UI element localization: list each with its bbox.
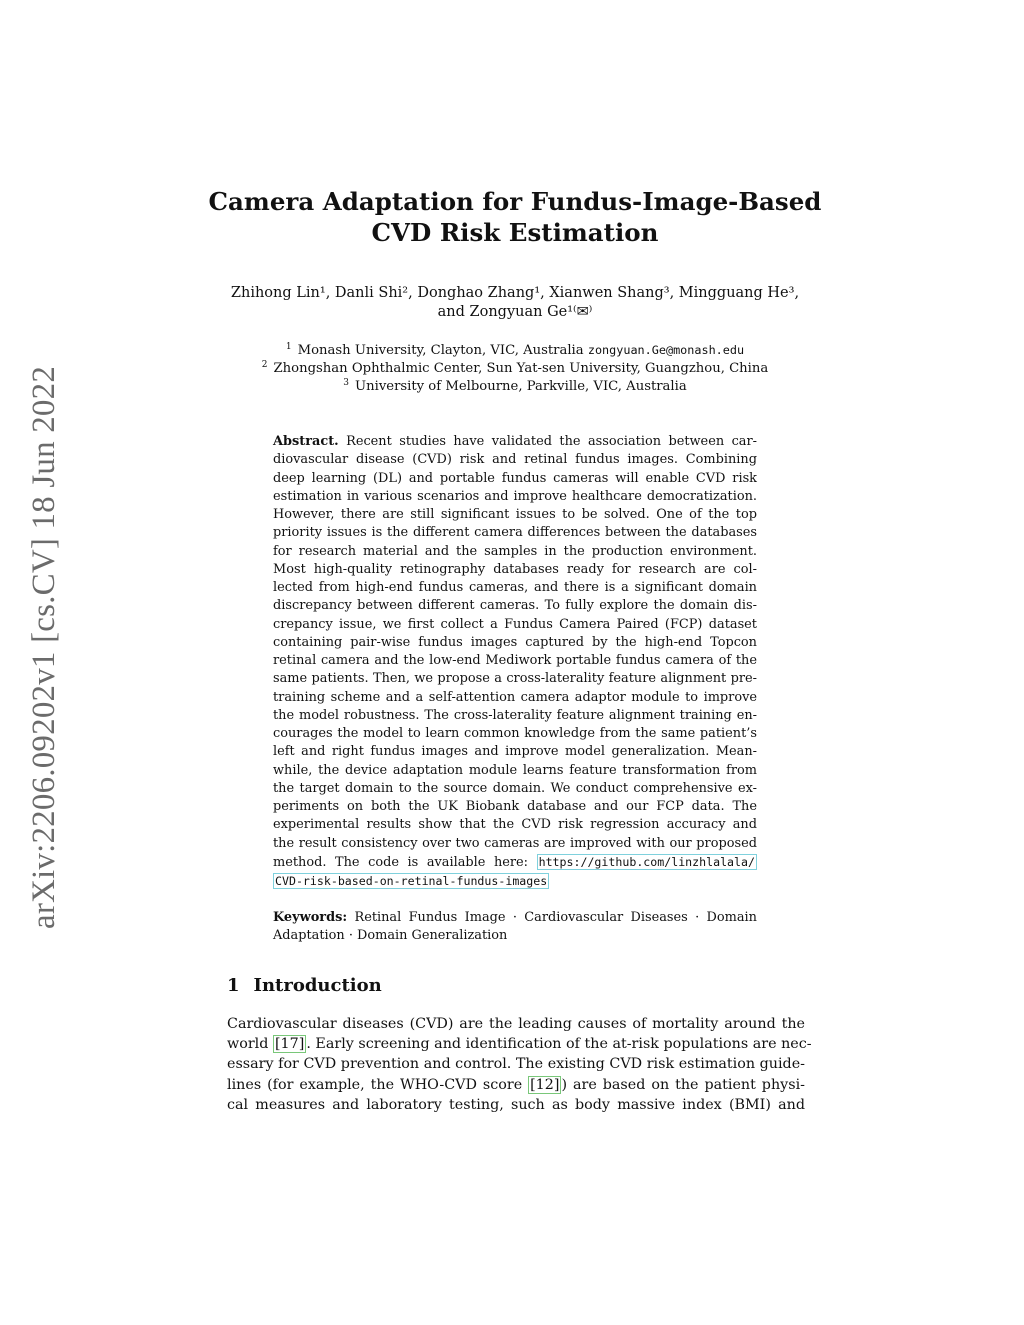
abstract-line: estimation in various scenarios and improve healthcare democratization. (273, 488, 757, 504)
author-line-2: and Zongyuan Ge¹⁽✉⁾ (437, 304, 593, 320)
abstract-line: diovascular disease (CVD) risk and retinal fundus images. Combining (273, 452, 757, 468)
abstract-line: courages the model to learn common knowledge from the same patient’s (273, 726, 757, 741)
abstract-line: containing pair-wise fundus images captured by the high-end Topcon (273, 634, 757, 650)
citation-link[interactable]: [17] (274, 1036, 305, 1053)
section-number: 1 (227, 975, 240, 996)
keywords-line (273, 909, 757, 927)
intro-line (227, 1034, 812, 1054)
code-repository-link-continued[interactable]: CVD-risk-based-on-retinal-fundus-images (275, 874, 548, 888)
abstract-line: for research material and the samples in the production environment. (273, 543, 757, 559)
intro-line: Cardiovascular diseases (CVD) are the leading causes of mortality around the (227, 1016, 805, 1032)
intro-line (227, 1075, 805, 1095)
code-availability-text: method. The code is available here: (273, 854, 529, 870)
keywords-text: Retinal Fundus Image · Cardiovascular Diseases · Domain (354, 910, 757, 925)
abstract-line: deep learning (DL) and portable fundus cameras will enable CVD risk (273, 470, 757, 486)
intro-text: lines (for example, the WHO-CVD score (227, 1076, 523, 1093)
abstract-line: training scheme and a self-attention camera adaptor module to improve (273, 689, 757, 705)
abstract-line (273, 853, 757, 872)
affiliation-mark: 1 (285, 342, 292, 352)
affiliation-3 (150, 378, 880, 396)
intro-text: ) are based on the patient physi- (561, 1076, 805, 1093)
abstract-line: experimental results show that the CVD risk regression accuracy and (273, 817, 757, 833)
abstract (273, 433, 757, 891)
affiliation-mark: 2 (261, 360, 268, 370)
affiliation-list (150, 341, 880, 396)
intro-text: . Early screening and identification of the at-risk populations are nec- (306, 1036, 812, 1053)
abstract-line: lected from high-end fundus cameras, and there is a significant domain (273, 580, 757, 595)
abstract-line (273, 433, 757, 451)
affiliation-text: University of Melbourne, Parkville, VIC, Australia (355, 379, 687, 394)
intro-text: world (227, 1036, 269, 1053)
intro-line: essary for CVD prevention and control. The existing CVD risk estimation guide- (227, 1056, 805, 1073)
author-line-1: Zhihong Lin¹, Danli Shi², Donghao Zhang¹, Xianwen Shang³, Mingguang He³, (230, 285, 800, 301)
paper-title-line-2: CVD Risk Estimation (371, 218, 659, 247)
affiliation-1 (150, 341, 880, 360)
abstract-label: Abstract. (273, 434, 339, 449)
abstract-line (273, 872, 757, 891)
keywords (273, 909, 757, 946)
citation-link[interactable]: [12] (530, 1076, 560, 1093)
abstract-line: left and right fundus images and improve model generalization. Mean- (273, 744, 757, 760)
author-list (150, 284, 880, 322)
abstract-line: the target domain to the source domain. We conduct comprehensive ex- (273, 780, 757, 796)
paper-title (150, 186, 880, 248)
affiliation-text: Zhongshan Ophthalmic Center, Sun Yat-sen University, Guangzhou, China (273, 361, 769, 376)
code-repository-link[interactable]: https://github.com/linzhlalala/ (538, 854, 755, 869)
keywords-label: Keywords: (273, 910, 348, 925)
abstract-line: the result consistency over two cameras are improved with our proposed (273, 835, 757, 851)
abstract-line: However, there are still significant issues to be solved. One of the top (273, 507, 757, 522)
keywords-line: Adaptation · Domain Generalization (273, 928, 508, 944)
affiliation-text: Monash University, Clayton, VIC, Australia (297, 343, 584, 358)
abstract-line: retinal camera and the low-end Mediwork portable fundus camera of the (273, 653, 757, 668)
abstract-line: the model robustness. The cross-laterality feature alignment training en- (273, 707, 757, 723)
abstract-line: while, the device adaptation module learns feature transformation from (273, 762, 757, 778)
corresponding-email[interactable]: zongyuan.Ge@monash.edu (587, 343, 745, 357)
arxiv-identifier-text: arXiv:2206.09202v1 [cs.CV] 18 Jun 2022 (26, 365, 63, 930)
abstract-line: Most high-quality retinography databases ready for research are col- (273, 561, 757, 577)
affiliation-2 (150, 360, 880, 378)
abstract-line: periments on both the UK Biobank database and our FCP data. The (273, 799, 757, 814)
abstract-line: same patients. Then, we propose a cross-laterality feature alignment pre- (273, 671, 757, 687)
affiliation-mark: 3 (343, 378, 349, 388)
paper-title-line-1: Camera Adaptation for Fundus-Image-Based (208, 187, 822, 216)
section-title: Introduction (253, 975, 382, 996)
abstract-first-line: Recent studies have validated the association between car- (346, 434, 757, 449)
section-heading (227, 975, 382, 997)
abstract-line: discrepancy between different cameras. To fully explore the domain dis- (273, 598, 757, 614)
abstract-line: priority issues is the different camera differences between the databases (273, 525, 757, 541)
abstract-line: crepancy issue, we first collect a Fundus Camera Paired (FCP) dataset (273, 616, 757, 632)
intro-line: cal measures and laboratory testing, such as body massive index (BMI) and (227, 1096, 805, 1113)
introduction-paragraph (227, 1014, 812, 1115)
arxiv-identifier (24, 355, 66, 940)
